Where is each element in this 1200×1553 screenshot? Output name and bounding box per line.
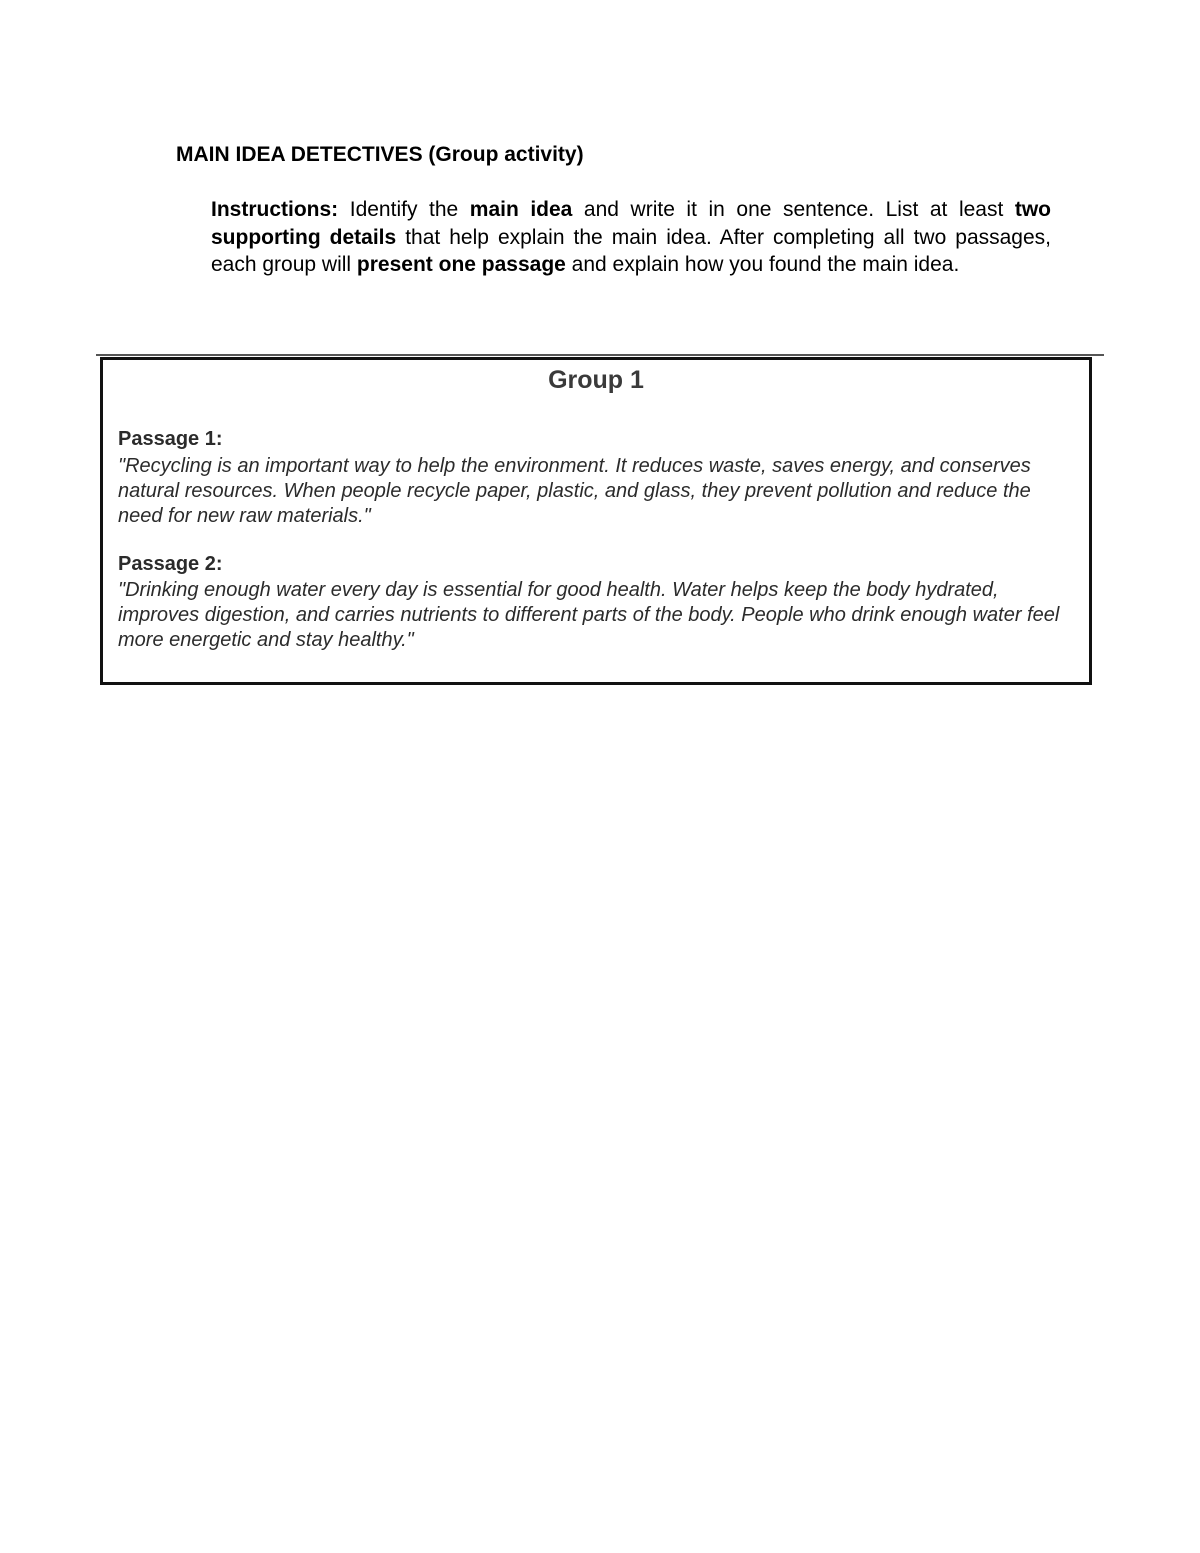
passage-1-heading: Passage 1:: [118, 428, 223, 450]
group-title: Group 1: [548, 366, 644, 394]
instructions-label: Instructions:: [211, 198, 339, 221]
group-box: [100, 357, 1092, 685]
instructions-emphasis-present-passage: present one passage: [356, 253, 566, 276]
page-title: MAIN IDEA DETECTIVES (Group activity): [176, 143, 584, 166]
instructions-text-3: that help explain the main idea. After completing all two passages, each group will: [211, 225, 1051, 276]
instructions-emphasis-main-idea: main idea: [469, 198, 573, 221]
passage-1-text: "Recycling is an important way to help the environment. It reduces waste, saves energy, and conserves natural resources. When people recycle paper, plastic, and glass, they prevent pollution and reduce the need for new raw materials.": [118, 455, 1031, 527]
passage-2-heading: Passage 2:: [118, 553, 223, 575]
instructions-emphasis-supporting-details: two supporting details: [211, 198, 1052, 249]
passage-2-text: "Drinking enough water every day is essential for good health. Water helps keep the body hydrated, improves digestion, and carries nutrients to different parts of the body. People who drink enough water feel more energetic and stay healthy.": [118, 579, 1060, 651]
divider: [96, 354, 1104, 356]
instructions-text-1: Identify the: [338, 198, 470, 221]
instructions-paragraph: [211, 196, 1051, 279]
instructions-text-2: and write it in one sentence. List at least: [572, 198, 1015, 221]
instructions-text-4: and explain how you found the main idea.: [565, 253, 960, 276]
